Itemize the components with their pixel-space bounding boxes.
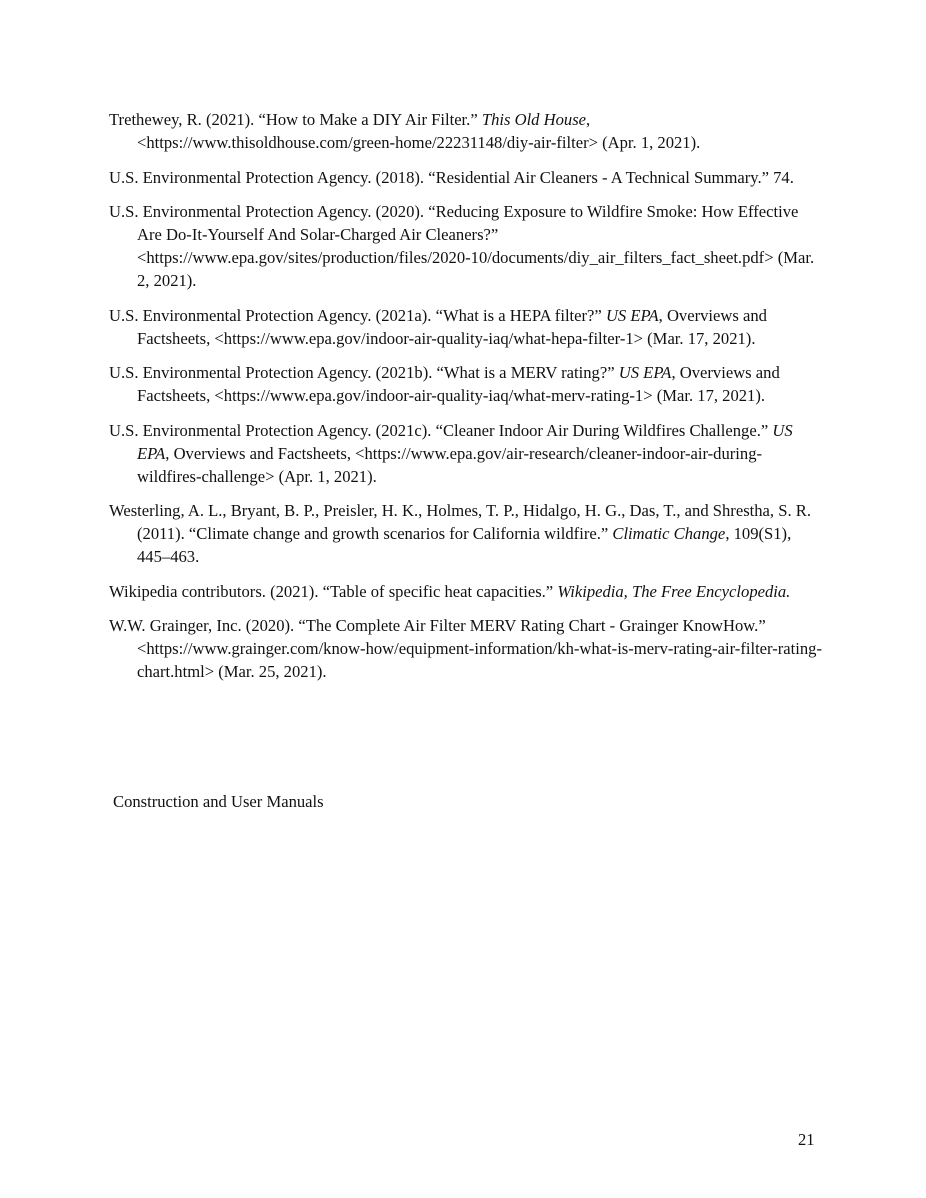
reference-entry [109,304,824,350]
reference-entry [109,166,824,189]
reference-text: U.S. Environmental Protection Agency. (2018). “Residential Air Cleaners - A Technical Summary.” 74. [109,167,794,187]
reference-entry [109,614,824,683]
section-heading: Construction and User Manuals [113,792,324,811]
reference-text: U.S. Environmental Protection Agency. (2021b). “What is a MERV rating?” [109,363,619,382]
reference-entry [109,361,824,407]
reference-text: U.S. Environmental Protection Agency. (2021c). “Cleaner Indoor Air During Wildfires Challenge.” [109,420,773,440]
reference-text: Trethewey, R. (2021). “How to Make a DIY Air Filter.” [109,110,482,129]
reference-italic-text: US EPA [618,363,672,382]
reference-entry [109,108,824,154]
reference-italic-text: US EPA [605,305,659,325]
reference-text: U.S. Environmental Protection Agency. (2020). “Reducing Exposure to Wildfire Smoke: How Effective Are Do-It-Yourself And Solar-Charged Air Cleaners?” <https://www.epa.gov/sites/production/files/2020-10/documents/diy_air_filters_fact_sheet.pdf> (Mar. 2, 2021). [109,202,815,290]
reference-text-end: , <https://www.thisoldhouse.com/green-home/22231148/diy-air-filter> (Apr. 1, 2021). [137,110,701,152]
reference-italic-text: Wikipedia, The Free Encyclopedia. [557,581,791,601]
reference-text-end: , Overviews and Factsheets, <https://www.epa.gov/indoor-air-quality-iaq/what-hepa-filter-1> (Mar. 17, 2021). [137,305,767,348]
reference-italic-text: This Old House [481,110,587,129]
reference-text: Westerling, A. L., Bryant, B. P., Preisler, H. K., Holmes, T. P., Hidalgo, H. G., Das, T., and Shrestha, S. R. (2011). “Climate change and growth scenarios for California wildfire.” [109,501,811,543]
reference-italic-text: US EPA [137,420,793,463]
reference-entry [109,580,824,603]
reference-text-end: , 109(S1), 445–463. [137,524,792,566]
reference-text: U.S. Environmental Protection Agency. (2021a). “What is a HEPA filter?” [109,305,606,325]
reference-text-end: , Overviews and Factsheets, <https://www.epa.gov/indoor-air-quality-iaq/what-merv-rating-1> (Mar. 17, 2021). [137,363,780,405]
reference-text: Wikipedia contributors. (2021). “Table of specific heat capacities.” [109,581,558,601]
reference-text: W.W. Grainger, Inc. (2020). “The Complete Air Filter MERV Rating Chart - Grainger KnowHow.” <https://www.grainger.com/know-how/equipment-information/kh-what-is-merv-rating-air-filter-rating-chart.html> (Mar. 25, 2021). [109,616,823,681]
reference-italic-text: Climatic Change [612,524,726,543]
reference-entry [109,419,824,488]
reference-entry [109,499,824,568]
reference-entry [109,200,824,292]
reference-list [109,108,824,695]
page-number: 21 [798,1130,815,1149]
reference-text-end: , Overviews and Factsheets, <https://www.epa.gov/air-research/cleaner-indoor-air-during-wildfires-challenge> (Apr. 1, 2021). [137,443,763,486]
